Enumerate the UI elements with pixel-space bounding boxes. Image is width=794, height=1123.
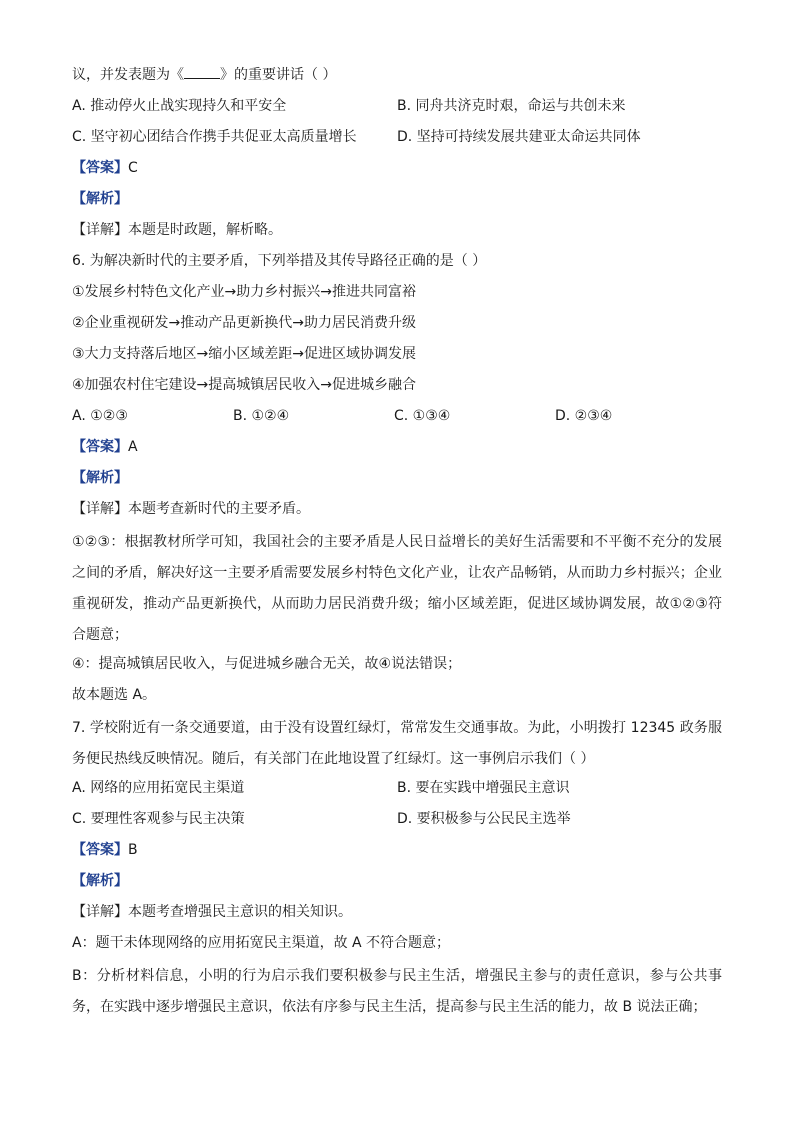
q7-option-d: D. 要积极参与公民民主选举	[397, 811, 571, 827]
q5-stem	[72, 62, 722, 93]
q7-options-row-1	[72, 775, 722, 806]
q5-detail	[72, 217, 722, 248]
q6-explanation-1: ①②③：根据教材所学可知，我国社会的主要矛盾是人民日益增长的美好生活需要和不平衡不充分的发展之间的矛盾，解决好这一主要矛盾需要发展乡村特色文化产业，让农产品畅销，从而助力乡村振兴；企业重视研发，推动产品更新换代，从而助力居民消费升级；缩小区域差距，促进区域协调发展，故①②③符合题意；	[72, 534, 722, 643]
q5-option-c: C. 坚守初心团结合作携手共促亚太高质量增长	[72, 129, 357, 145]
q7-analysis-label: 【解析】	[72, 873, 128, 889]
q7-option-b: B. 要在实践中增强民主意识	[397, 780, 570, 796]
q5-option-a: A. 推动停火止战实现持久和平安全	[72, 98, 287, 114]
q7-stem: 7. 学校附近有一条交通要道，由于没有设置红绿灯，常常发生交通事故。为此，小明拨打 12345 政务服务便民热线反映情况。随后，有关部门在此地设置了红绿灯。这一事例启示我们（ ）	[72, 720, 722, 767]
q7-explanation-a: A：题干未体现网络的应用拓宽民主渠道，故 A 不符合题意；	[72, 935, 451, 951]
q5-analysis-label: 【解析】	[72, 191, 128, 207]
q7-analysis	[72, 868, 722, 899]
q5-option-b: B. 同舟共济克时艰，命运与共创未来	[397, 98, 626, 114]
q6-explanation-2: ④：提高城镇居民收入，与促进城乡融合无关，故④说法错误；	[72, 656, 462, 672]
q7-detail	[72, 899, 722, 930]
q5-options-row-1	[72, 93, 722, 124]
q7-detail-text: 本题考查增强民主意识的相关知识。	[128, 904, 352, 920]
q6-analysis-label: 【解析】	[72, 470, 128, 486]
q7-option-a: A. 网络的应用拓宽民主渠道	[72, 780, 245, 796]
q6-options-row	[72, 403, 722, 434]
q6-detail	[72, 496, 722, 527]
q6-answer-value: A	[128, 439, 138, 455]
q6-conclusion: 故本题选 A。	[72, 687, 157, 703]
q5-blank	[184, 64, 220, 79]
q6-item-3: ③大力支持落后地区→缩小区域差距→促进区域协调发展	[72, 346, 417, 362]
q6-analysis	[72, 465, 722, 496]
q5-answer-value: C	[128, 160, 138, 176]
q6-detail-text: 本题考查新时代的主要矛盾。	[128, 501, 310, 517]
q7-answer-value: B	[128, 842, 138, 858]
q7-answer	[72, 837, 722, 868]
q6-detail-label: 【详解】	[72, 501, 128, 517]
q6-option-b: B. ①②④	[233, 408, 290, 424]
q5-detail-label: 【详解】	[72, 222, 128, 238]
q5-options-row-2	[72, 124, 722, 155]
q5-stem-after: 》的重要讲话（ ）	[220, 67, 337, 83]
q5-analysis	[72, 186, 722, 217]
q6-stem: 6. 为解决新时代的主要矛盾，下列举措及其传导路径正确的是（ ）	[72, 253, 487, 269]
q7-option-c: C. 要理性客观参与民主决策	[72, 811, 245, 827]
q6-option-d: D. ②③④	[555, 408, 613, 424]
q7-explanation-b: B：分析材料信息，小明的行为启示我们要积极参与民主生活，增强民主参与的责任意识，参与公共事务，在实践中逐步增强民主意识，依法有序参与民主生活，提高参与民主生活的能力，故 B 说法正确；	[72, 968, 722, 1015]
q5-stem-before: 议，并发表题为《	[72, 67, 184, 83]
q7-detail-label: 【详解】	[72, 904, 128, 920]
q5-option-d: D. 坚持可持续发展共建亚太命运共同体	[397, 129, 641, 145]
q6-answer-label: 【答案】	[72, 439, 128, 455]
document-page	[72, 62, 722, 1023]
q5-detail-text: 本题是时政题，解析略。	[128, 222, 282, 238]
q6-option-c: C. ①③④	[394, 408, 451, 424]
q6-item-2: ②企业重视研发→推动产品更新换代→助力居民消费升级	[72, 315, 417, 331]
q5-answer	[72, 155, 722, 186]
q6-item-4: ④加强农村住宅建设→提高城镇居民收入→促进城乡融合	[72, 377, 417, 393]
q6-item-1: ①发展乡村特色文化产业→助力乡村振兴→推进共同富裕	[72, 284, 417, 300]
q6-answer	[72, 434, 722, 465]
q7-answer-label: 【答案】	[72, 842, 128, 858]
q6-option-a: A. ①②③	[72, 408, 128, 424]
q7-options-row-2	[72, 806, 722, 837]
q5-answer-label: 【答案】	[72, 160, 128, 176]
